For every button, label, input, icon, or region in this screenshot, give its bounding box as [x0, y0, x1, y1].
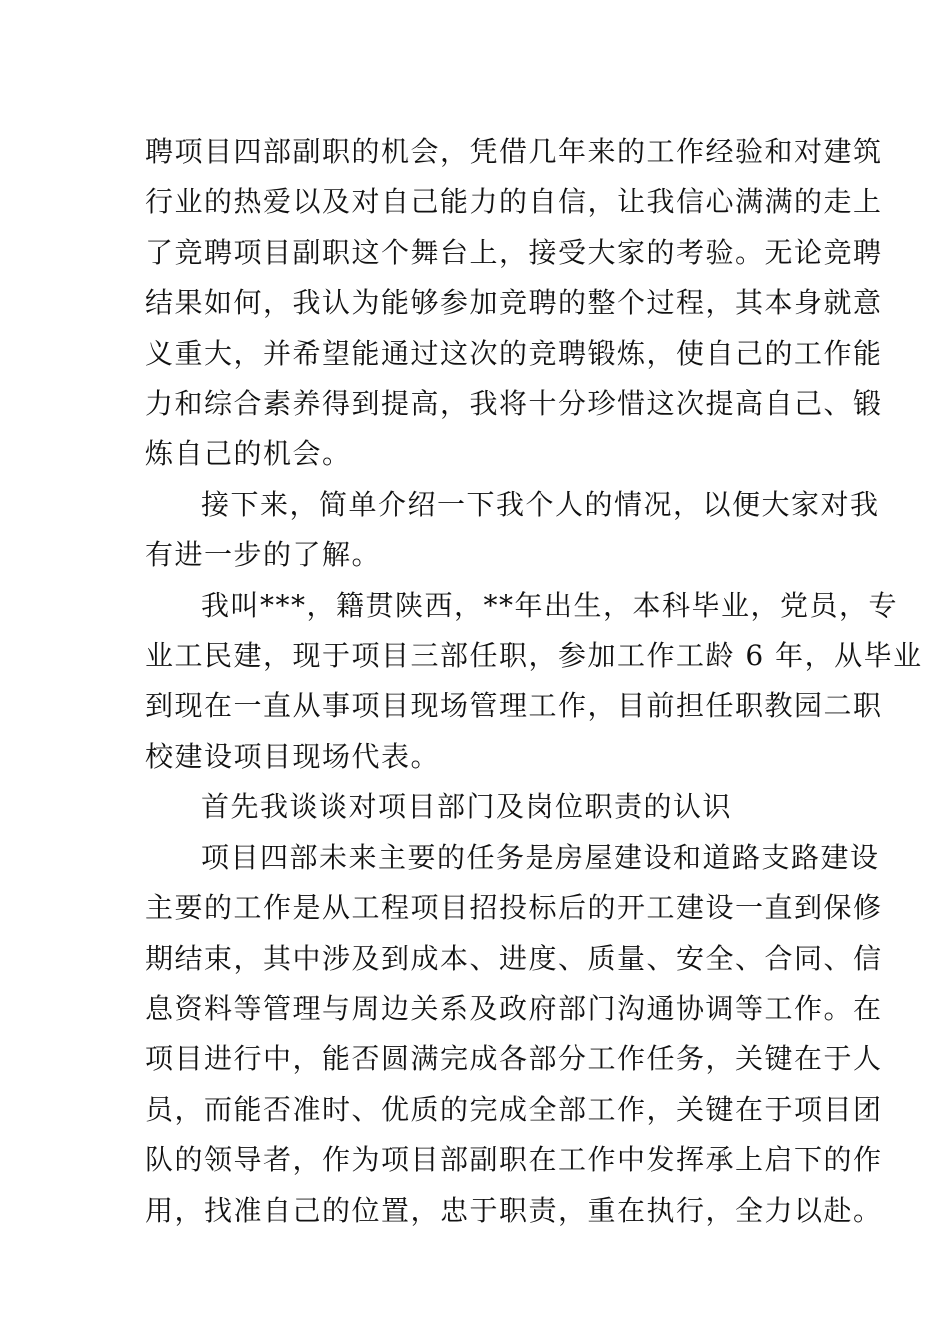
paragraph-1 [145, 127, 883, 480]
section-heading: 首先我谈谈对项目部门及岗位职责的认识 [201, 790, 733, 824]
paragraph-5 [145, 833, 883, 1236]
text-line: 业工民建，现于项目三部任职，参加工作工龄 6 年，从毕业 [145, 639, 923, 673]
text-line: 用，找准自己的位置，忠于职责，重在执行，全力以赴。 [145, 1193, 883, 1227]
text-line: 有进一步的了解。 [145, 538, 382, 572]
text-line: 行业的热爱以及对自己能力的自信，让我信心满满的走上 [145, 185, 883, 219]
text-line: 义重大，并希望能通过这次的竞聘锻炼，使自己的工作能 [145, 336, 883, 370]
text-line: 了竞聘项目副职这个舞台上，接受大家的考验。无论竞聘 [145, 235, 883, 269]
text-line: 我叫***，籍贯陕西，**年出生，本科毕业，党员，专 [201, 588, 899, 622]
text-line: 力和综合素养得到提高，我将十分珍惜这次提高自己、锻 [145, 387, 883, 421]
text-line: 校建设项目现场代表。 [145, 739, 441, 773]
text-line: 炼自己的机会。 [145, 437, 352, 471]
text-line: 结果如何，我认为能够参加竞聘的整个过程，其本身就意 [145, 286, 883, 320]
text-line: 项目进行中，能否圆满完成各部分工作任务，关键在于人 [145, 1042, 883, 1076]
text-line: 员，而能否准时、优质的完成全部工作，关键在于项目团 [145, 1092, 883, 1126]
text-line: 聘项目四部副职的机会，凭借几年来的工作经验和对建筑 [145, 135, 883, 168]
paragraph-2 [145, 480, 880, 581]
paragraph-heading [145, 782, 810, 832]
text-line: 主要的工作是从工程项目招投标后的开工建设一直到保修 [145, 891, 883, 925]
text-line: 息资料等管理与周边关系及政府部门沟通协调等工作。在 [145, 991, 883, 1025]
text-line: 接下来，简单介绍一下我个人的情况，以便大家对我 [201, 487, 880, 521]
document-body [145, 127, 923, 1236]
text-line: 到现在一直从事项目现场管理工作，目前担任职教园二职 [145, 689, 883, 723]
text-line: 期结束，其中涉及到成本、进度、质量、安全、合同、信 [145, 941, 883, 975]
paragraph-3 [145, 581, 923, 783]
text-line: 队的领导者，作为项目部副职在工作中发挥承上启下的作 [145, 1143, 883, 1177]
text-line: 项目四部未来主要的任务是房屋建设和道路支路建设 [201, 840, 880, 874]
